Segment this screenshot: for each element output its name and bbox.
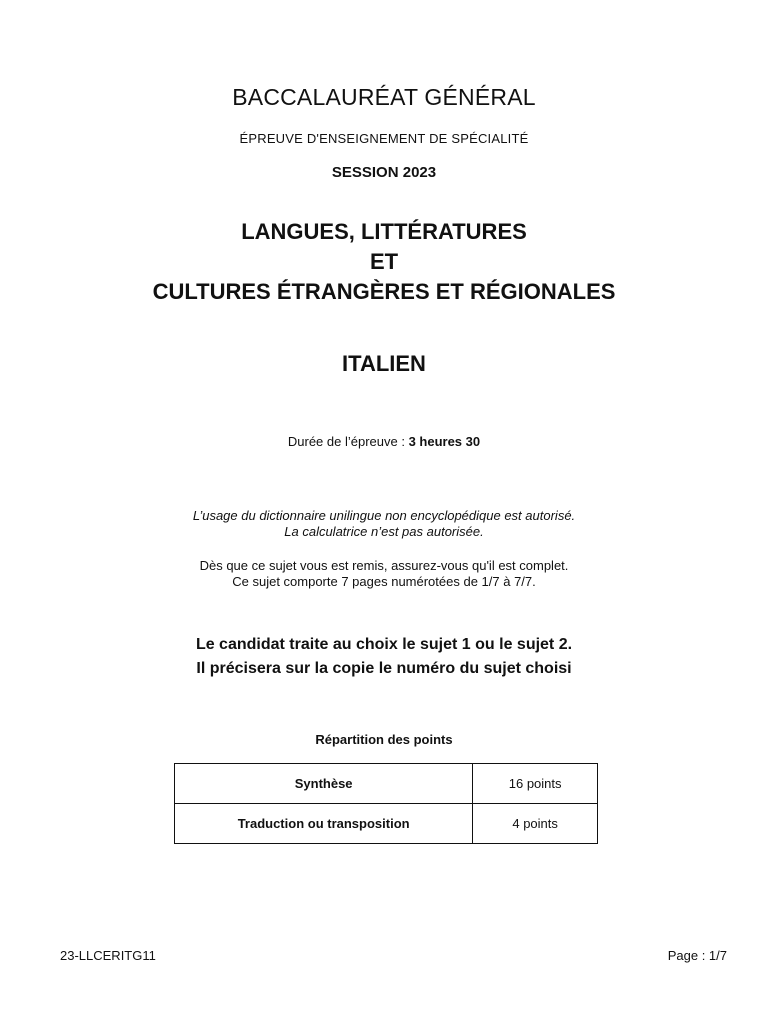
- dictionary-status: autorisé.: [525, 508, 576, 523]
- duration-line: [0, 434, 768, 449]
- duration-value: 3 heures 30: [408, 434, 481, 449]
- points-title: Répartition des points: [315, 732, 453, 747]
- choice-instructions: [0, 633, 768, 681]
- subject-heading: [0, 217, 768, 307]
- page-number: Page : 1/7: [667, 948, 727, 963]
- subject-code: 23-LLCERITG11: [60, 948, 156, 963]
- choice-line-2: Il précisera sur la copie le numéro du sujet choisi: [196, 660, 572, 677]
- notice-line-2: Ce sujet comporte 7 pages numérotées de 1/7 à 7/7.: [232, 574, 536, 589]
- notice-block: [0, 558, 768, 590]
- exam-title: BACCALAURÉAT GÉNÉRAL: [232, 84, 536, 110]
- dictionary-rule-text: L’usage du dictionnaire unilingue non encyclopédique est: [192, 508, 526, 523]
- session-label: SESSION 2023: [331, 164, 437, 181]
- subject-line-2: ET: [369, 249, 399, 274]
- table-row: [175, 804, 598, 844]
- notice-line-1: Dès que ce sujet vous est remis, assurez-vous qu'il est complet.: [199, 558, 569, 573]
- points-table: [174, 763, 598, 844]
- choice-line-1: Le candidat traite au choix le sujet 1 ou le sujet 2.: [195, 636, 573, 653]
- duration-label: Durée de l’épreuve :: [287, 434, 409, 449]
- rules-block: [0, 508, 768, 540]
- subject-line-3: CULTURES ÉTRANGÈRES ET RÉGIONALES: [152, 279, 616, 304]
- calculator-rule: La calculatrice n’est pas autorisée.: [284, 524, 484, 539]
- exam-type: ÉPREUVE D'ENSEIGNEMENT DE SPÉCIALITÉ: [239, 131, 529, 146]
- language-title: ITALIEN: [342, 351, 426, 376]
- points-row-value: 16 points: [473, 764, 598, 804]
- dictionary-rule: [0, 508, 768, 524]
- points-row-value: 4 points: [473, 804, 598, 844]
- points-row-label: Synthèse: [175, 764, 473, 804]
- subject-line-1: LANGUES, LITTÉRATURES: [241, 219, 527, 244]
- table-row: [175, 764, 598, 804]
- points-row-label: Traduction ou transposition: [175, 804, 473, 844]
